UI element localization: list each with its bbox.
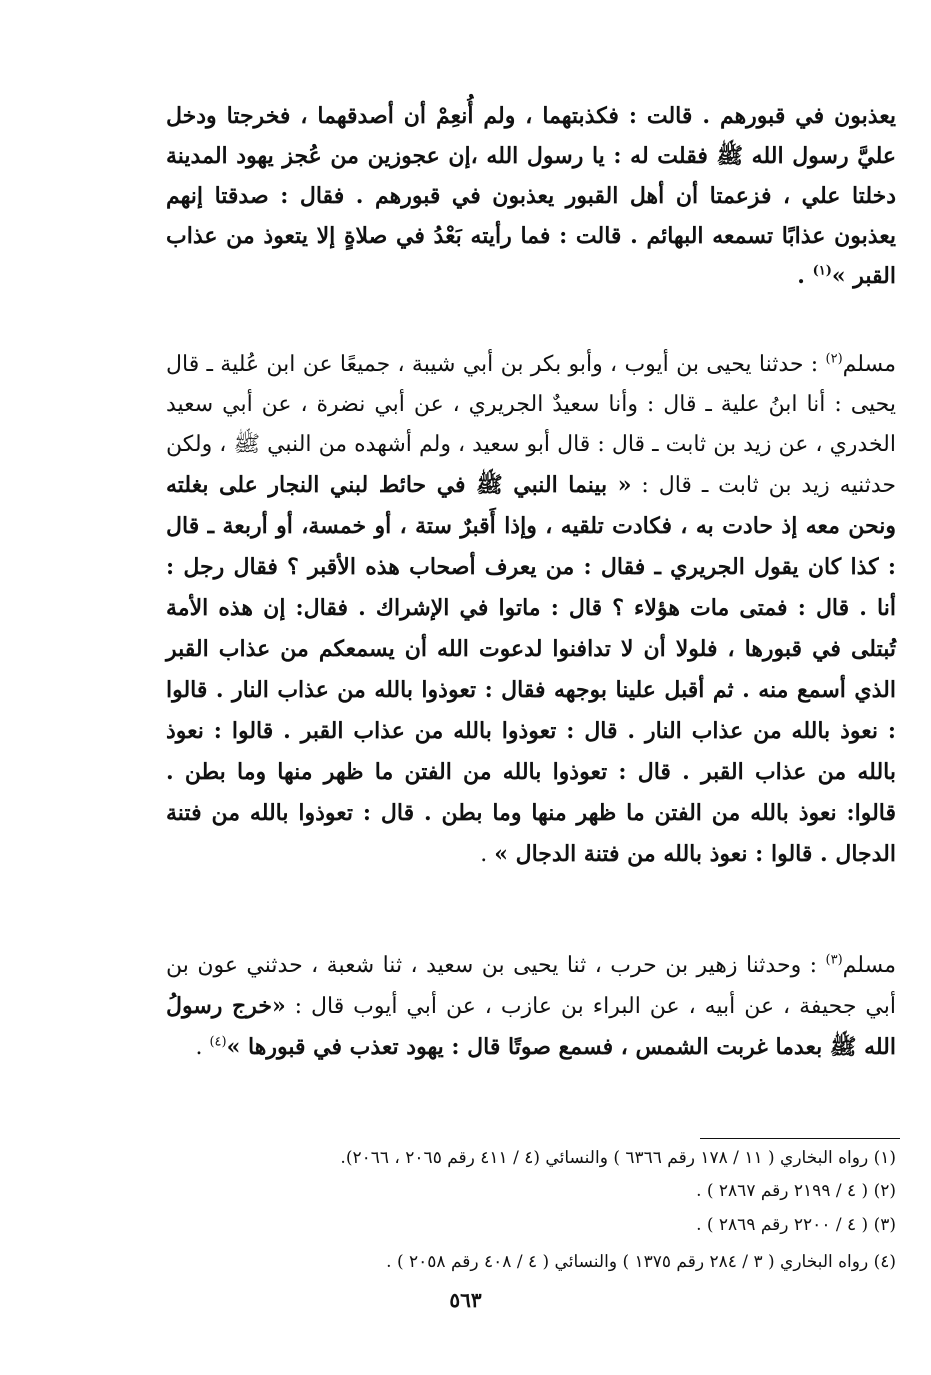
matn-text: « بينما النبي ﷺ في حائط لبني النجار على بغلته ونحن معه إذ حادت به ، فكادت تلقيه ، وإذا أَقبرٌ ستة ، أو خمسة، أو أربعة ـ قال : كذا كان يقول الجريري ـ فقال : من يعرف أصحاب هذه الأقبر ؟ فقال رجل : أنا . قال : فمتى مات هؤلاء ؟ قال : ماتوا في الإشراك . فقال: إن هذه الأمة تُبتلى في قبورها ، فلولا أن لا تدافنوا لدعوت الله أن يسمعكم من عذاب القبر الذي أسمع منه . ثم أقبل علينا بوجهه فقال : تعوذوا بالله من عذاب النار . قالوا : نعوذ بالله من عذاب النار . قال : تعوذوا بالله من عذاب القبر . قالوا : نعوذ بالله من عذاب القبر . قال : تعوذوا بالله من الفتن ما ظهر منها وما بطن . قالوا: نعوذ بالله من الفتن ما ظهر منها وما بطن . قال : تعوذوا بالله من فتنة الدجال . قالوا : نعوذ بالله من فتنة الدجال » (166, 472, 896, 867)
hadith-text: يعذبون في قبورهم . قالت : فكذبتهما ، ولم أُنعِمْ أن أصدقهما ، فخرجتا ودخل عليَّ رسول الله ﷺ فقلت له : يا رسول الله ،إن عجوزين من عُجز يهود المدينة دخلتا علي ، فزعمتا أن أهل القبور يعذبون في قبورهم . فقال : صدقتا إنهم يعذبون عذابًا تسمعه البهائم . قالت : فما رأيته بَعْدُ في صلاةٍ إلا يتعوذ من عذاب القبر » (166, 103, 896, 289)
punctuation: . (797, 263, 813, 289)
footnote-2: (٢) ( ٤ / ٢١٩٩ رقم ٢٨٦٧ ) . (696, 1181, 896, 1201)
footnote-ref: (٣) (825, 952, 843, 968)
footnote-ref: (٢) (825, 351, 843, 367)
hadith-paragraph-1 (166, 96, 896, 296)
isnad-text: : حدثنا يحيى بن أيوب ، وأبو بكر بن أبي شيبة ، جميعًا عن ابن عُلية ـ قال يحيى : أنا ابنُ علية ـ قال : وأنا سعيدٌ الجريري ، عن أبي نضرة ، عن أبي سعيد الخدري ، عن زيد بن ثابت ـ قال : قال أبو سعيد ، ولم أشهده من النبي ﷺ ، ولكن حدثنيه زيد بن ثابت ـ قال : (166, 352, 896, 498)
footnote-ref: (١) (812, 263, 832, 279)
footnote-1: (١) رواه البخاري ( ١١ / ١٧٨ رقم ٦٣٦٦ ) والنسائي (٤ / ٤١١ رقم ٢٠٦٥ ، ٢٠٦٦). (340, 1148, 896, 1168)
punctuation: . (195, 1035, 210, 1060)
footnote-divider (700, 1138, 900, 1139)
source-name: مسلم (842, 352, 896, 377)
matn-text: «خرج رسولُ الله ﷺ بعدما غربت الشمس ، فسمع صوتًا قال : يهود تعذب في قبورها » (166, 993, 896, 1060)
hadith-paragraph-2 (166, 345, 896, 875)
footnote-4: (٤) رواه البخاري ( ٣ / ٢٨٤ رقم ١٣٧٥ ) والنسائي ( ٤ / ٤٠٨ رقم ٢٠٥٨ ) . (386, 1252, 896, 1272)
page-number: ٥٦٣ (449, 1288, 482, 1312)
punctuation: . (480, 842, 495, 867)
source-name: مسلم (842, 953, 896, 978)
isnad-text: : وحدثنا زهير بن حرب ، ثنا يحيى بن سعيد ، ثنا شعبة ، حدثني عون بن أبي جحيفة ، عن أبيه ، عن البراء بن عازب ، عن أبي أيوب قال : (166, 953, 896, 1019)
hadith-paragraph-3 (166, 946, 896, 1068)
footnote-3: (٣) ( ٤ / ٢٢٠٠ رقم ٢٨٦٩ ) . (696, 1215, 896, 1235)
footnote-ref: (٤) (209, 1034, 227, 1050)
